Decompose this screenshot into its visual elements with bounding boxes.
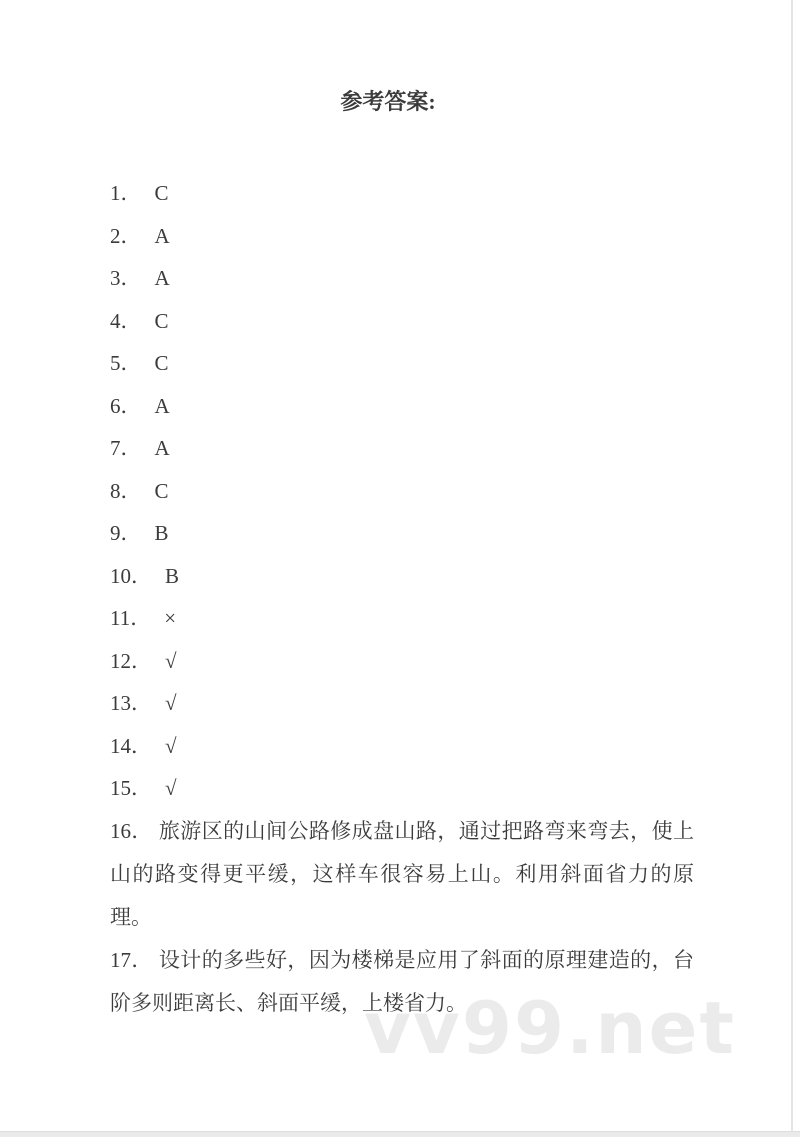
answer-row xyxy=(110,640,800,683)
answer-row xyxy=(110,512,800,555)
long-answer-list xyxy=(110,810,694,1025)
watermark: vv99.net xyxy=(364,986,736,1070)
answer-number: 12． xyxy=(110,648,152,673)
long-answer xyxy=(110,810,694,939)
answer-number: 9． xyxy=(110,521,142,545)
answer-number: 6． xyxy=(110,393,142,418)
answer-value: √ xyxy=(165,776,177,800)
answer-text: 旅游区的山间公路修成盘山路，通过把路弯来弯去，使上山的路变得更平缓，这样车很容易上山。利用斜面省力的原理。 xyxy=(110,818,695,929)
answer-number: 15． xyxy=(110,776,152,800)
answer-row xyxy=(110,342,800,385)
answer-number: 2． xyxy=(110,223,142,248)
long-answer xyxy=(110,939,694,1025)
answer-number: 10． xyxy=(110,563,152,588)
answer-value: × xyxy=(164,606,177,630)
answer-value: C xyxy=(154,308,169,333)
answer-value: √ xyxy=(165,733,177,758)
answer-row xyxy=(110,427,800,470)
answer-number: 17． xyxy=(110,947,153,972)
answer-number: 1． xyxy=(110,181,142,205)
answer-row xyxy=(110,215,800,258)
answer-value: √ xyxy=(165,691,177,715)
answer-value: B xyxy=(165,563,180,588)
answer-row xyxy=(110,597,800,640)
answer-value: A xyxy=(154,393,170,418)
answer-value: C xyxy=(154,478,169,503)
answer-text: 设计的多些好，因为楼梯是应用了斜面的原理建造的，台阶多则距离长、斜面平缓，上楼省力。 xyxy=(110,947,695,1015)
answer-value: A xyxy=(154,223,170,248)
answer-row xyxy=(110,300,800,343)
answer-number: 3． xyxy=(110,266,142,290)
answer-number: 13． xyxy=(110,691,152,715)
answer-row xyxy=(110,767,800,810)
answer-number: 11． xyxy=(110,606,152,630)
answer-value: √ xyxy=(165,648,177,673)
answer-row xyxy=(110,470,800,513)
answer-row xyxy=(110,725,800,768)
answer-number: 14． xyxy=(110,733,152,758)
page-bottom-strip xyxy=(0,1131,800,1137)
answer-number: 7． xyxy=(110,436,142,460)
answer-value: A xyxy=(154,436,170,460)
answer-value: B xyxy=(154,521,169,545)
answer-row xyxy=(110,172,800,215)
page-title: 参考答案: xyxy=(340,89,436,114)
answer-number: 4． xyxy=(110,308,142,333)
answer-value: A xyxy=(154,266,170,290)
answer-number: 16． xyxy=(110,818,153,843)
answer-value: C xyxy=(154,181,169,205)
page-edge-line xyxy=(791,0,793,1131)
answer-value: C xyxy=(154,351,169,375)
answer-row xyxy=(110,555,800,598)
answer-number: 8． xyxy=(110,478,142,503)
answer-row xyxy=(110,682,800,725)
answer-number: 5． xyxy=(110,351,142,375)
answer-row xyxy=(110,385,800,428)
answer-row xyxy=(110,257,800,300)
answer-list xyxy=(110,172,800,810)
